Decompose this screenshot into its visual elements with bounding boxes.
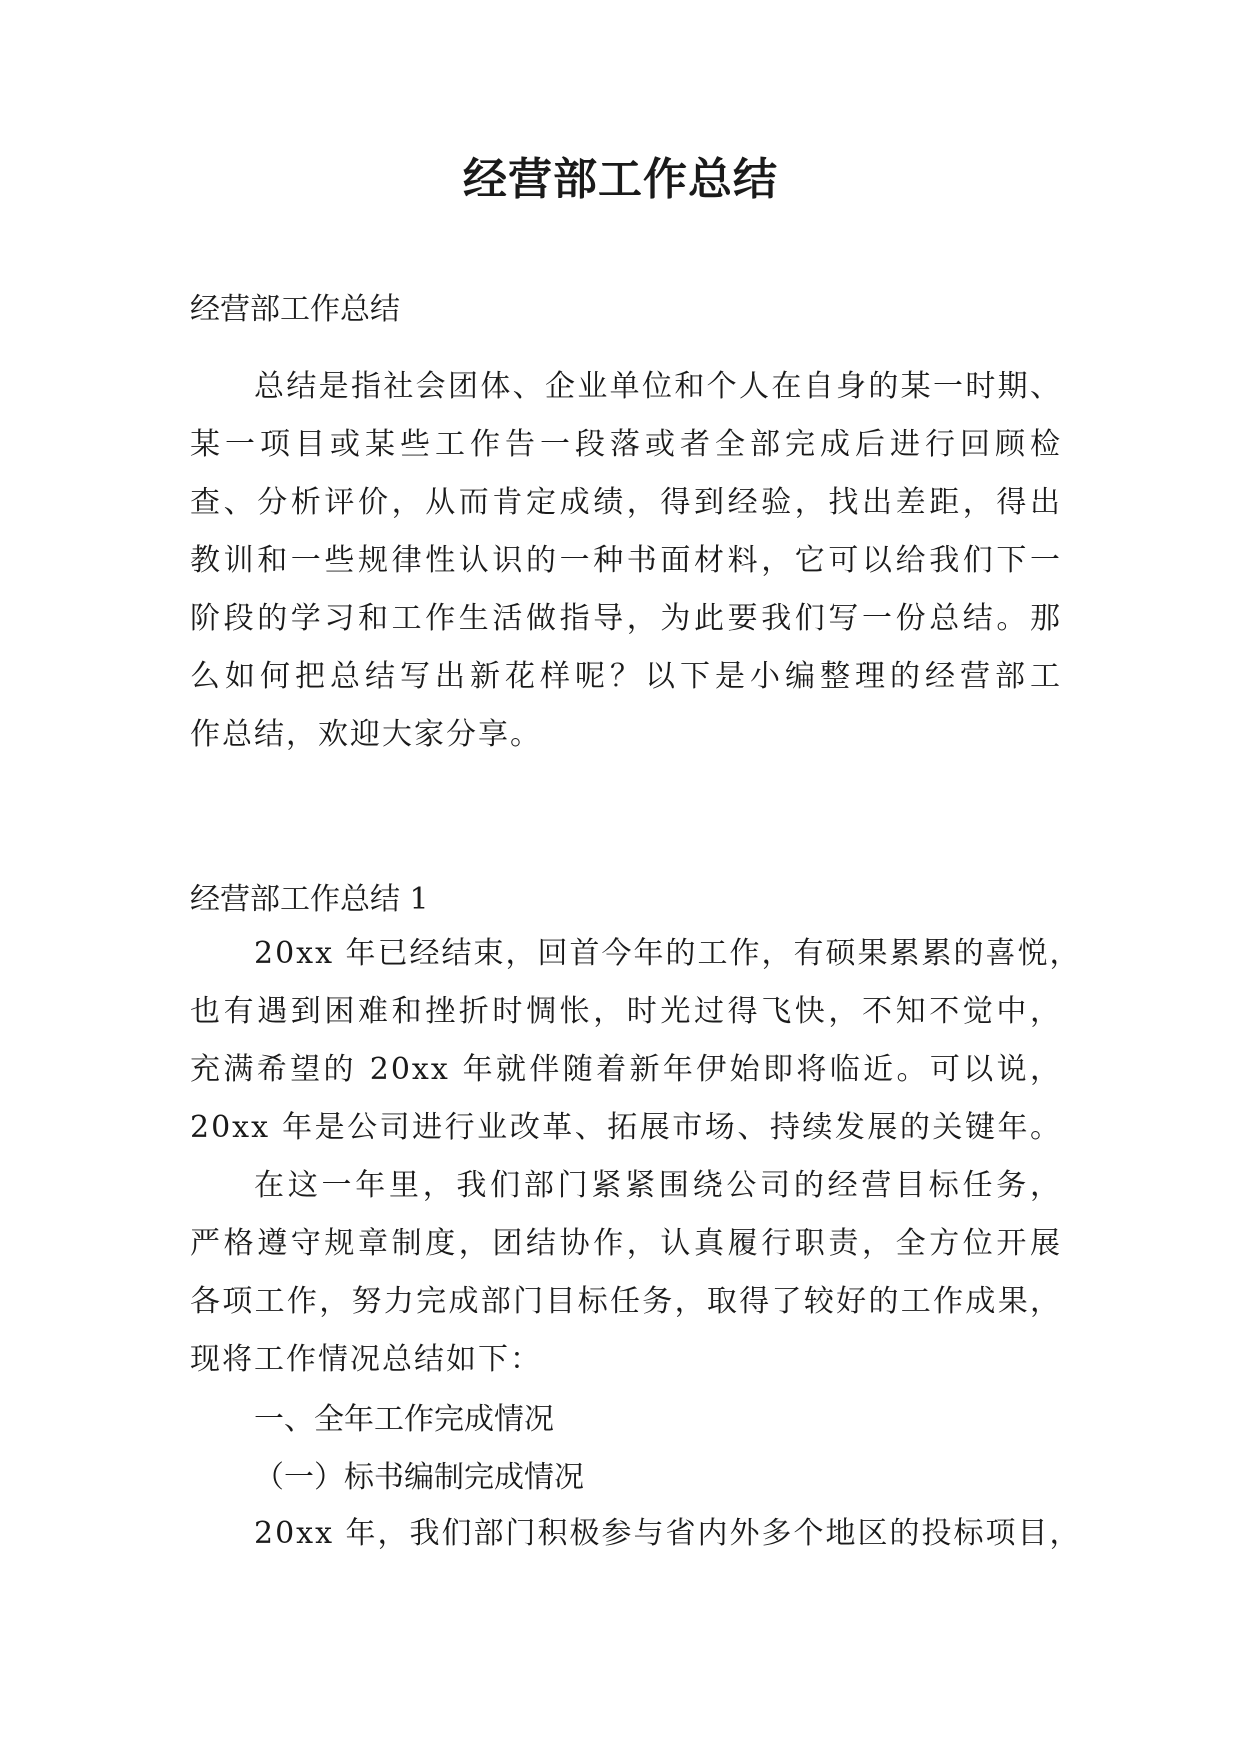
- intro-line: 作总结，欢迎大家分享。: [190, 717, 542, 752]
- paragraph-line: 现将工作情况总结如下：: [190, 1342, 542, 1377]
- section-title: 经营部工作总结 1: [190, 882, 429, 917]
- intro-paragraph: [190, 358, 1062, 764]
- paragraph-line: 20xx 年已经结束，回首今年的工作，有硕果累累的喜悦，: [254, 936, 1082, 971]
- paragraph-line: 20xx 年是公司进行业改革、拓展市场、持续发展的关键年。: [190, 1110, 1062, 1145]
- paragraph-line: 各项工作，努力完成部门目标任务，取得了较好的工作成果，: [190, 1284, 1062, 1319]
- heading-level-1: 一、全年工作完成情况: [254, 1402, 554, 1437]
- document-title: 经营部工作总结: [463, 154, 778, 205]
- paragraph-2: [190, 1157, 1062, 1389]
- intro-line: 阶段的学习和工作生活做指导，为此要我们写一份总结。那: [190, 601, 1062, 636]
- paragraph-line: 也有遇到困难和挫折时惆怅，时光过得飞快，不知不觉中，: [190, 994, 1062, 1029]
- intro-line: 总结是指社会团体、企业单位和个人在自身的某一时期、: [254, 369, 1062, 404]
- intro-line: 某一项目或某些工作告一段落或者全部完成后进行回顾检: [190, 427, 1062, 462]
- paragraph-line: 充满希望的 20xx 年就伴随着新年伊始即将临近。可以说，: [190, 1052, 1062, 1087]
- intro-line: 教训和一些规律性认识的一种书面材料，它可以给我们下一: [190, 543, 1062, 578]
- heading-level-2: （一）标书编制完成情况: [254, 1460, 584, 1495]
- paragraph-line: 严格遵守规章制度，团结协作，认真履行职责，全方位开展: [190, 1226, 1062, 1261]
- paragraph-line: 20xx 年，我们部门积极参与省内外多个地区的投标项目，: [254, 1516, 1082, 1551]
- paragraph-3: [190, 1505, 1082, 1563]
- paragraph-1: [190, 925, 1082, 1157]
- intro-line: 么如何把总结写出新花样呢？以下是小编整理的经营部工: [190, 659, 1062, 694]
- paragraph-line: 在这一年里，我们部门紧紧围绕公司的经营目标任务，: [254, 1168, 1062, 1203]
- intro-line: 查、分析评价，从而肯定成绩，得到经验，找出差距，得出: [190, 485, 1062, 520]
- document-subtitle: 经营部工作总结: [190, 292, 400, 327]
